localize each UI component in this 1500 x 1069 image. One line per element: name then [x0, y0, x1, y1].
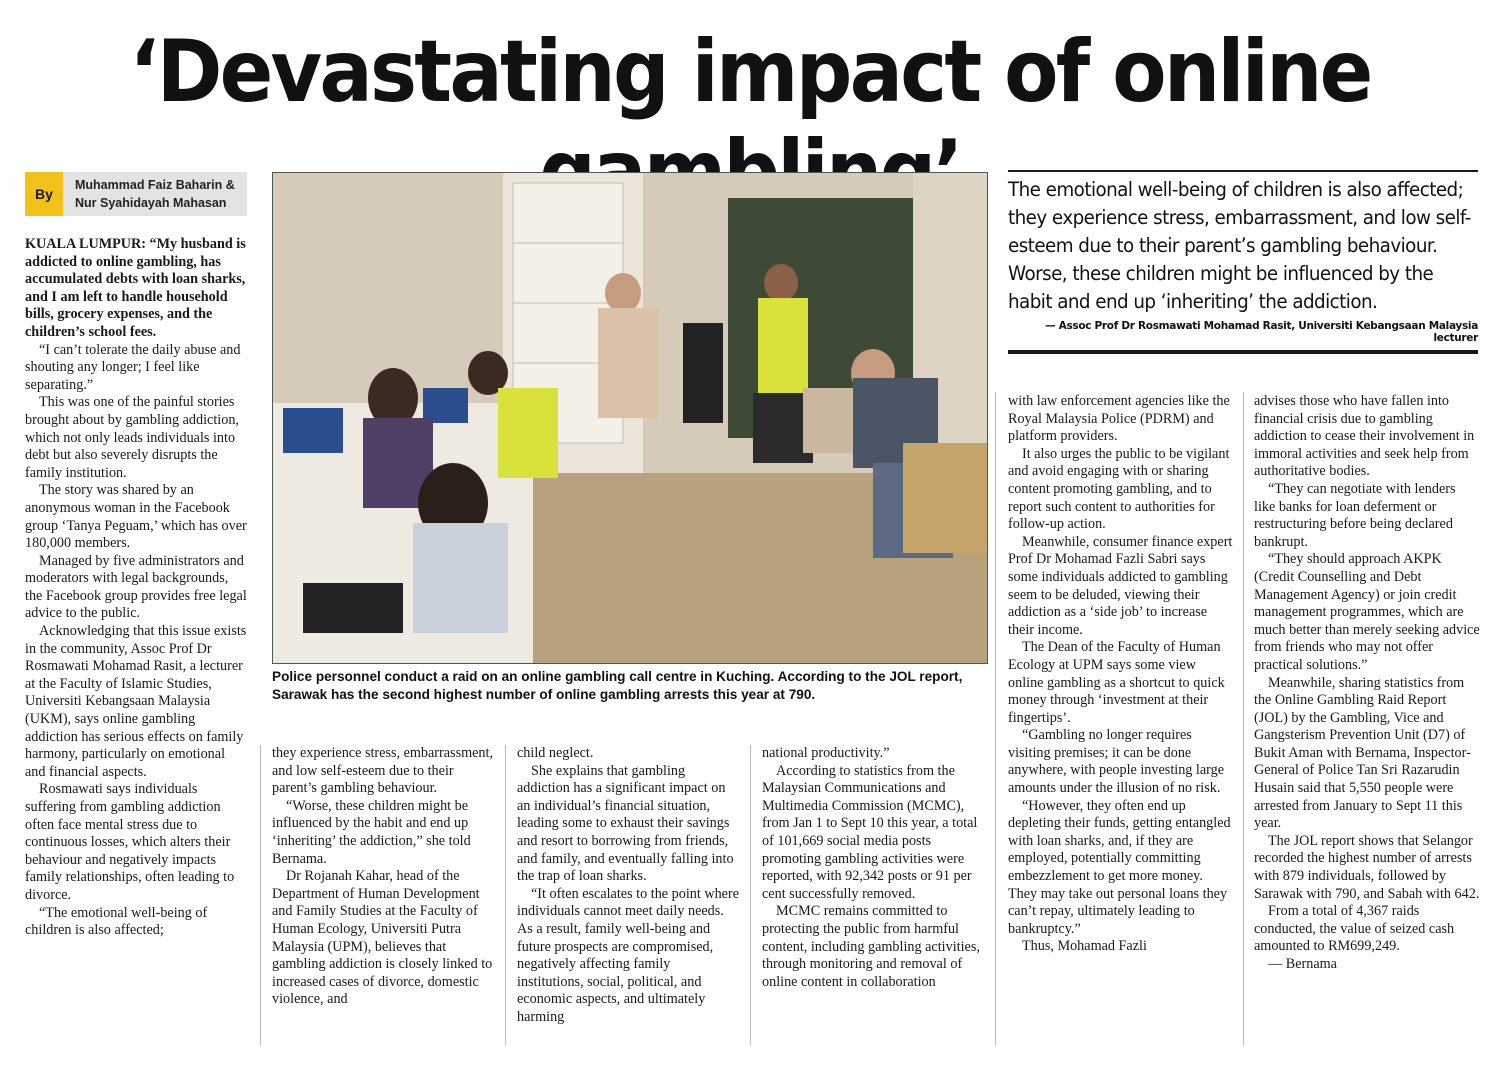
- paragraph: advises those who have fallen into financial crisis due to gambling addiction to cease their involvement in immoral activities and seek help from authoritative bodies.: [1254, 393, 1475, 480]
- article-column-6: [1254, 393, 1480, 974]
- paragraph: Managed by five administrators and moderators with legal backgrounds, the Facebook group provides free legal advice to the public.: [25, 552, 247, 622]
- paragraph: “Worse, these children might be influenced by the habit and end up ‘inheriting’ the addiction,” she told Bernama.: [272, 797, 471, 867]
- paragraph: The JOL report shows that Selangor recorded the highest number of arrests with 879 individuals, followed by Sarawak with 790, and Sabah with 642.: [1254, 832, 1480, 902]
- paragraph: Dr Rojanah Kahar, head of the Department of Human Development and Family Studies at the Faculty of Human Ecology, Universiti Putra Malaysia (UPM), believes that gambling addiction is closely linked to increased cases of divorce, domestic violence, and: [272, 868, 493, 1008]
- column-rule: [995, 392, 996, 1045]
- paragraph: The story was shared by an anonymous woman in the Facebook group ‘Tanya Peguam,’ which has over 180,000 members.: [25, 482, 247, 552]
- article-column-5: [1008, 393, 1234, 956]
- column-rule: [260, 745, 261, 1045]
- paragraph: According to statistics from the Malaysian Communications and Multimedia Commission (MCMC), from Jan 1 to Sept 10 this year, a total of 101,669 social media posts promoting gambling activities were reported, with 92,342 posts or 91 per cent successfully removed.: [762, 762, 978, 902]
- lead-paragraph: KUALA LUMPUR: “My husband is addicted to online gambling, has accumulated debts with loan sharks, and I am left to handle household bills, grocery expenses, and the children’s school fees.: [25, 236, 246, 340]
- paragraph: From a total of 4,367 raids conducted, the value of seized cash amounted to RM699,249.: [1254, 903, 1455, 955]
- paragraph: Meanwhile, sharing statistics from the Online Gambling Raid Report (JOL) by the Gambling, Vice and Gangsterism Prevention Unit (D7) of Bukit Aman with Bernama, Inspector-General of Police Tan Sri Razarudin Husain said that 5,550 people were arrested from January to Sept 11 this year.: [1254, 674, 1471, 832]
- byline: [25, 172, 247, 216]
- column-rule: [1243, 392, 1244, 1045]
- article-column-4: [762, 745, 984, 991]
- raid-photo-illustration: [273, 173, 987, 663]
- pull-quote-text: The emotional well-being of children is also affected; they experience stress, embarrassment, and low self-esteem due to their parent’s gambling behaviour. Worse, these children might be influenced by the habit and end up ‘inheriting’ the addiction.: [1008, 178, 1471, 313]
- paragraph: Acknowledging that this issue exists in the community, Assoc Prof Dr Rosmawati Mohamad Rasit, a lecturer at the Faculty of Islamic Studies, Universiti Kebangsaan Malaysia (UKM), says online gambling addiction has serious effects on family harmony, particularly on emotional and financial aspects.: [25, 623, 247, 780]
- author-1: Muhammad Faiz Baharin &: [75, 178, 235, 192]
- paragraph: “They should approach AKPK (Credit Counselling and Debt Management Agency) or join credit management programmes, which are much better than merely seeking advice from friends who may not offer practical solutions.”: [1254, 551, 1480, 673]
- paragraph: “However, they often end up depleting their funds, getting entangled with loan sharks, and, if they are employed, potentially committing embezzlement to get more money. They may take out personal loans they can’t repay, ultimately leading to bankruptcy.”: [1008, 797, 1231, 937]
- paragraph: Thus, Mohamad Fazli: [1022, 938, 1147, 955]
- headline: ‘Devastating impact of online: [129, 22, 1371, 122]
- paragraph: with law enforcement agencies like the Royal Malaysia Police (PDRM) and platform providers.: [1008, 393, 1230, 445]
- paragraph: The Dean of the Faculty of Human Ecology at UPM says some view online gambling as a shortcut to quick money through ‘investment at their fingertips’.: [1008, 639, 1225, 726]
- paragraph: child neglect.: [517, 745, 594, 761]
- paragraph: “They can negotiate with lenders like banks for loan deferment or restructuring before being declared bankrupt.: [1254, 480, 1456, 550]
- paragraph: — Bernama: [1268, 956, 1337, 972]
- raid-photo: [272, 172, 988, 664]
- article-column-2: [272, 745, 494, 1009]
- paragraph: It also urges the public to be vigilant and avoid engaging with or sharing content promoting gambling, and to report such content to authorities for follow-up action.: [1008, 445, 1230, 533]
- column-rule: [505, 745, 506, 1045]
- paragraph: “I can’t tolerate the daily abuse and shouting any longer; I feel like separating.”: [25, 341, 241, 393]
- paragraph: “The emotional well-being of children is also affected;: [25, 904, 208, 939]
- column-rule: [750, 745, 751, 1045]
- article-column-3: [517, 745, 739, 1027]
- paragraph: She explains that gambling addiction has a significant impact on an individual’s financial situation, leading some to exhaust their savings and resort to borrowing from friends, and family, and eventually falling into the trap of loan sharks.: [517, 762, 734, 885]
- paragraph: national productivity.”: [762, 745, 890, 761]
- pull-quote: [1008, 170, 1478, 354]
- paragraph: Rosmawati says individuals suffering from gambling addiction often face mental stress due to continuous losses, which alters their behaviour and negatively impacts family relationships, often leading to divorce.: [25, 781, 235, 903]
- paragraph: they experience stress, embarrassment, and low self-esteem due to their parent’s gambling behaviour.: [272, 745, 494, 797]
- paragraph: “It often escalates to the point where individuals cannot meet daily needs. As a result, family well-being and future prospects are compromised, negatively affecting family institutions, social, political, and economic aspects, and ultimately harming: [517, 885, 739, 1025]
- paragraph: This was one of the painful stories brought about by gambling addiction, which not only leads individuals into debt but also severely disrupts the family institution.: [25, 394, 239, 481]
- byline-authors: [63, 172, 235, 216]
- author-2: Nur Syahidayah Mahasan: [75, 196, 227, 210]
- paragraph: “Gambling no longer requires visiting premises; it can be done anywhere, with people investing large amounts under the illusion of no risk.: [1008, 727, 1225, 797]
- paragraph: Meanwhile, consumer finance expert Prof Dr Mohamad Fazli Sabri says some individuals addicted to gambling seem to be deluded, viewing their addiction as a ‘side job’ to increase their income.: [1008, 533, 1233, 638]
- paragraph: MCMC remains committed to protecting the public from harmful content, including gambling activities, through monitoring and removal of online content in collaboration: [762, 903, 980, 990]
- byline-label: By: [25, 172, 63, 216]
- pull-quote-attribution: — Assoc Prof Dr Rosmawati Mohamad Rasit, Universiti Kebangsaan Malaysia lecturer: [1045, 320, 1478, 344]
- photo-caption: Police personnel conduct a raid on an online gambling call centre in Kuching. According to the JOL report, Sarawak has the second highest number of online gambling arrests this year at 790.: [272, 669, 963, 702]
- article-column-1: [25, 236, 249, 940]
